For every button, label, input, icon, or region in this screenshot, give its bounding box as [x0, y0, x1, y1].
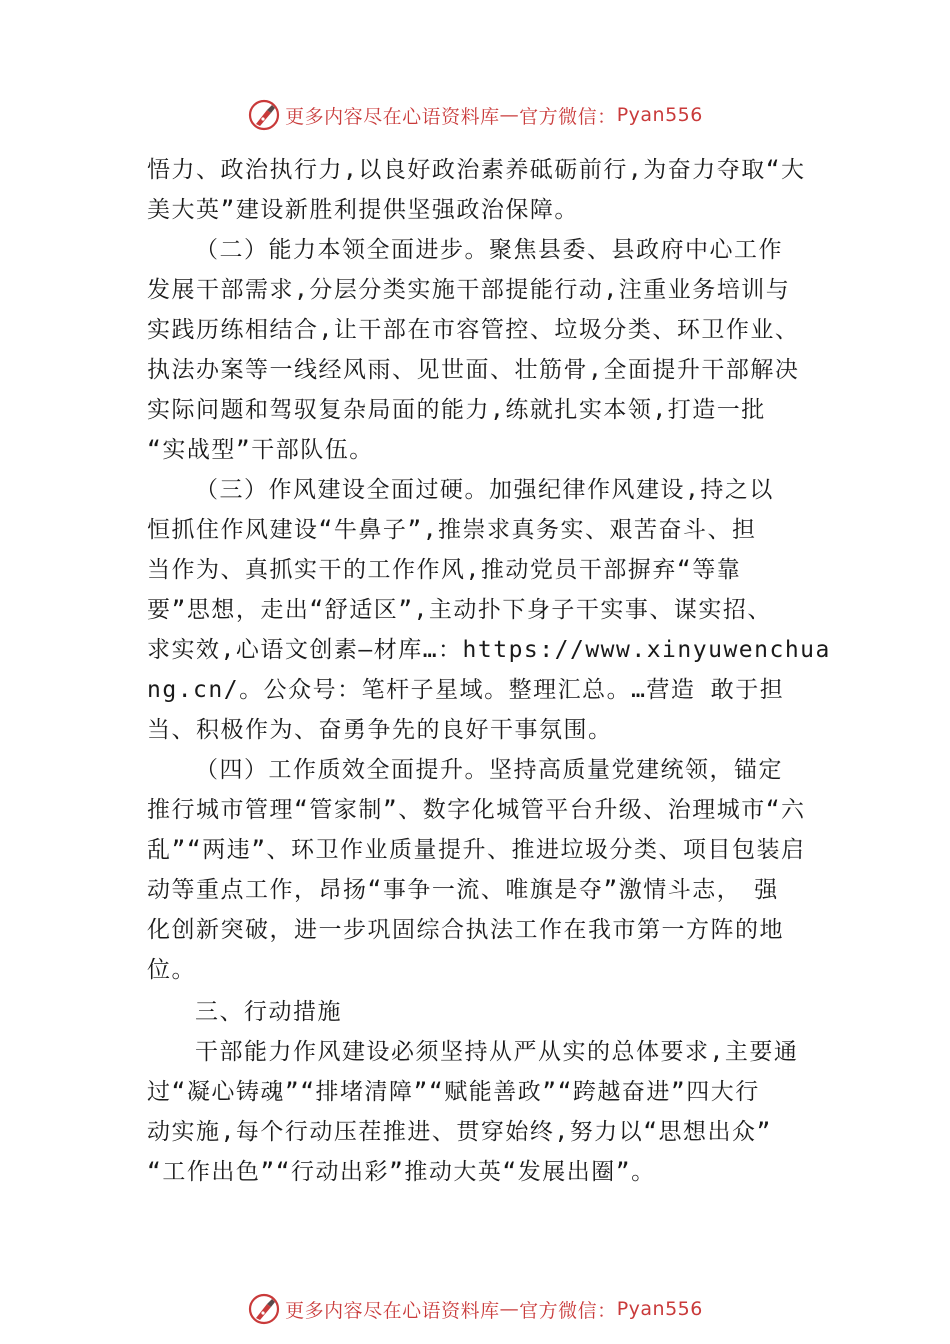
pen-nib-logo-icon: [247, 1292, 281, 1326]
text-line: 化创新突破，进一步巩固综合执法工作在我市第一方阵的地: [147, 917, 784, 943]
text-line: 要”思想，走出“舒适区”,主动扑下身子干实事、谋实招、: [147, 597, 772, 623]
text-line: 乱”“两违”、环卫作业质量提升、推进垃圾分类、项目包装启: [147, 837, 806, 863]
banner-wechat-label: 官方微信：: [519, 105, 617, 128]
banner-text: 更多内容尽在心语资料库: [285, 1299, 500, 1322]
banner-wechat-label: 官方微信：: [519, 1299, 617, 1322]
footer-banner: [0, 1292, 950, 1326]
text-line: 求实效,心语文创素—材库…：https://www.xinyuwenchua: [147, 637, 831, 663]
text-line: 干部能力作风建设必须坚持从严从实的总体要求,主要通: [195, 1039, 799, 1065]
text-line: 当作为、真抓实干的工作作风,推动党员干部摒弃“等靠: [147, 557, 742, 583]
banner-dash: —: [499, 1298, 520, 1320]
text-line: （三）作风建设全面过硬。加强纪律作风建设,持之以: [195, 477, 774, 503]
text-line: 发展干部需求,分层分类实施干部提能行动,注重业务培训与: [147, 277, 791, 303]
text-line: 推行城市管理“管家制”、数字化城管平台升级、治理城市“六: [147, 797, 806, 823]
banner-dash: —: [499, 104, 520, 126]
banner-text: 更多内容尽在心语资料库: [285, 105, 500, 128]
text-line: “实战型”干部队伍。: [147, 437, 374, 463]
text-line: 动实施,每个行动压茬推进、贯穿始终,努力以“思想出众”: [147, 1119, 772, 1145]
text-line: 执法办案等一线经风雨、见世面、壮筋骨,全面提升干部解决: [147, 357, 800, 383]
banner-wechat-id: Pyan556: [616, 1298, 703, 1320]
text-line: 悟力、政治执行力,以良好政治素养砥砺前行,为奋力夺取“大: [147, 157, 806, 183]
text-line: （四）工作质效全面提升。坚持高质量党建统领，锚定: [195, 757, 783, 783]
text-line: 过“凝心铸魂”“排堵清障”“赋能善政”“跨越奋进”四大行: [147, 1079, 760, 1105]
text-line: 当、积极作为、奋勇争先的良好干事氛围。: [147, 717, 613, 743]
section-heading: 三、行动措施: [195, 999, 342, 1025]
text-line: 恒抓住作风建设“牛鼻子”,推崇求真务实、艰苦奋斗、担: [147, 517, 757, 543]
text-line: 实际问题和驾驭复杂局面的能力,练就扎实本领,打造一批: [147, 397, 766, 423]
text-line: 实践历练相结合,让干部在市容管控、垃圾分类、环卫作业、: [147, 317, 800, 343]
header-banner: [0, 98, 950, 132]
document-body: [147, 150, 831, 1192]
text-line: “工作出色”“行动出彩”推动大英“发展出圈”。: [147, 1159, 656, 1185]
banner-wechat-id: Pyan556: [616, 104, 703, 126]
text-line: （二）能力本领全面进步。聚焦县委、县政府中心工作: [195, 237, 783, 263]
pen-nib-logo-icon: [247, 98, 281, 132]
text-line: 动等重点工作，昂扬“事争一流、唯旗是夺”激情斗志， 强: [147, 877, 779, 903]
text-line: ng.cn/。公众号：笔杆子星域。整理汇总。…营造 敢于担: [147, 677, 785, 703]
text-line: 位。: [147, 957, 196, 983]
text-line: 美大英”建设新胜利提供坚强政治保障。: [147, 197, 579, 223]
